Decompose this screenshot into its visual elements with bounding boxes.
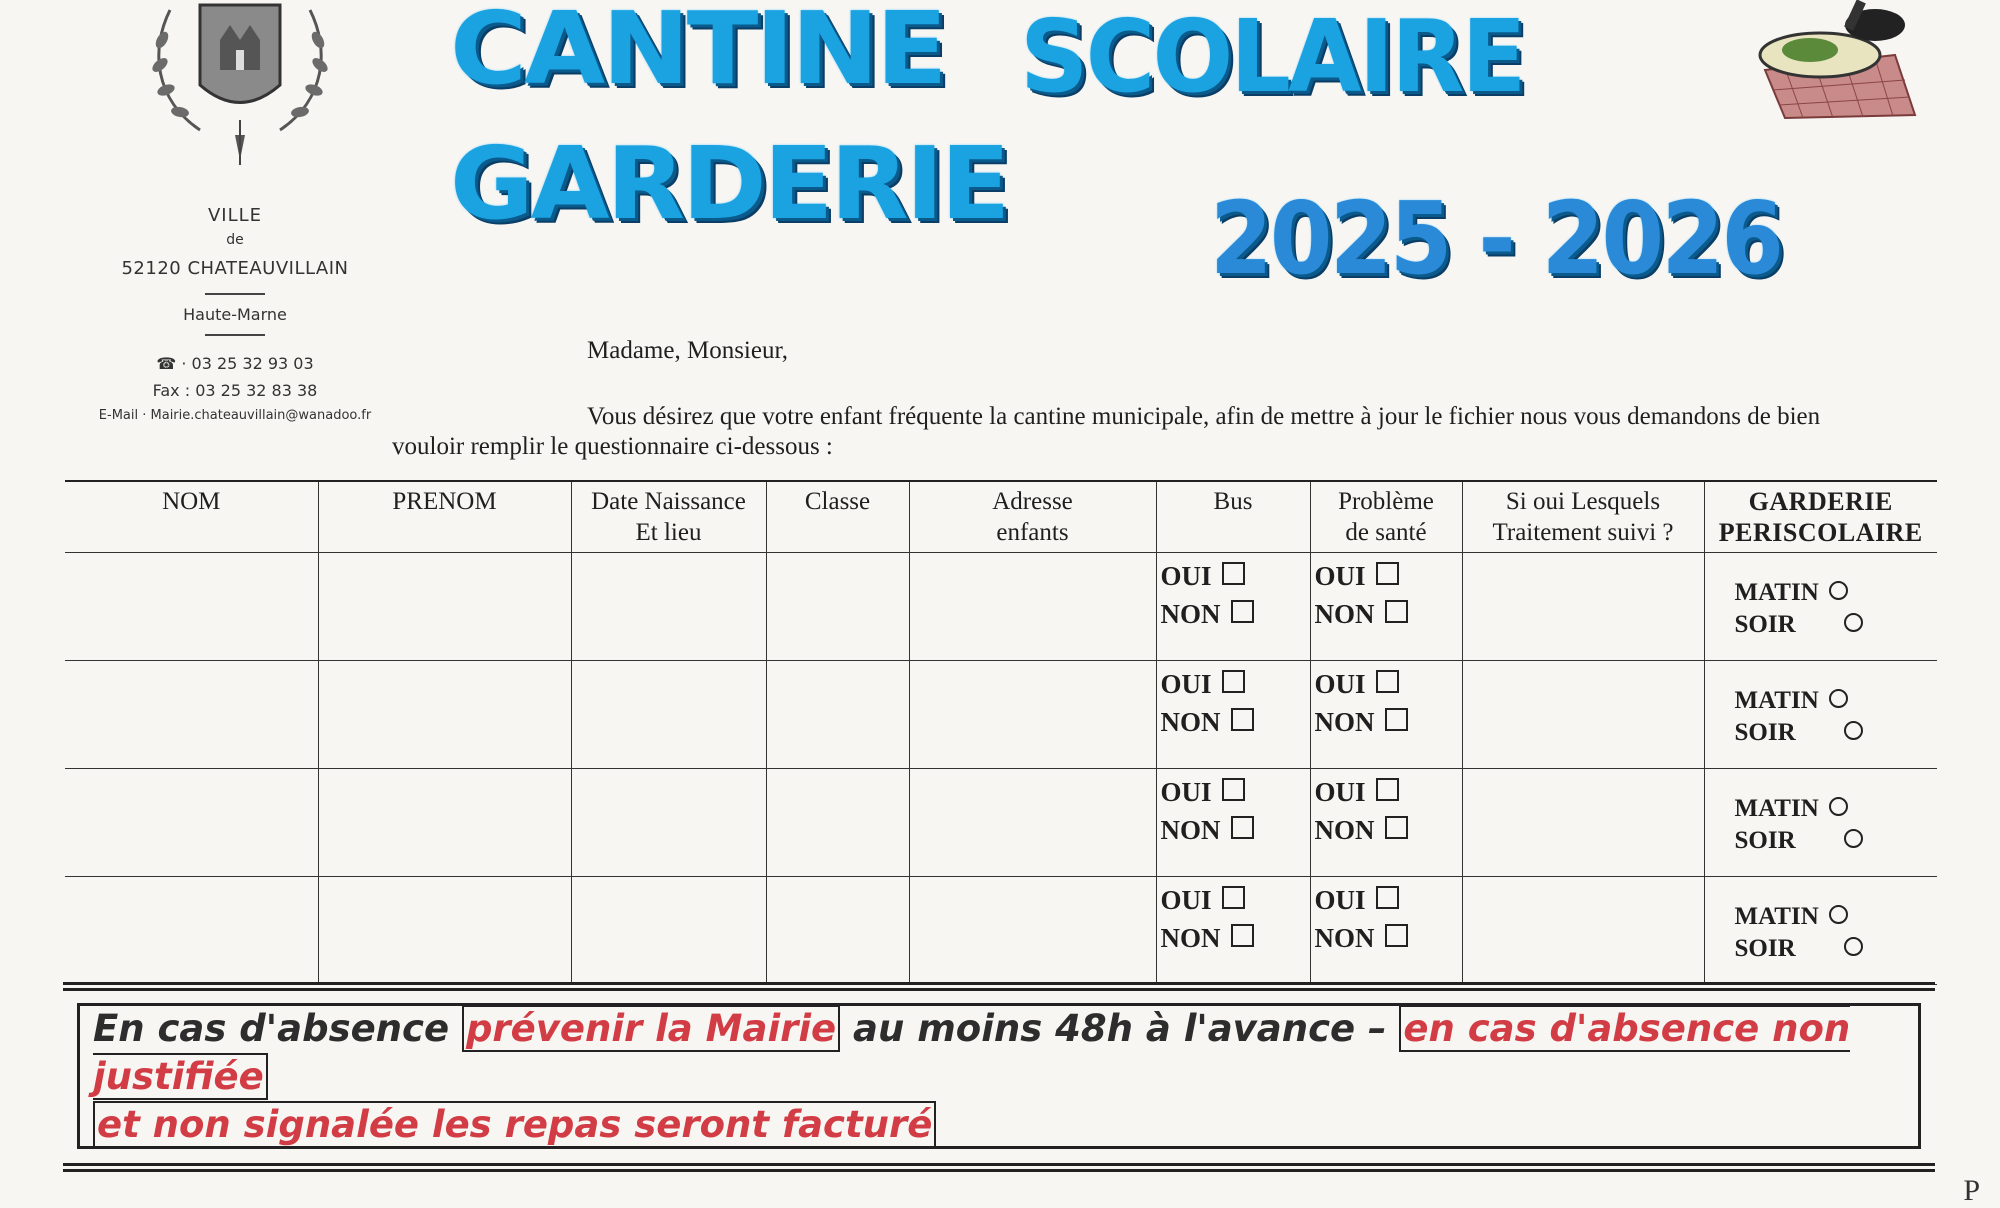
bus-non-option[interactable]: NON	[1161, 595, 1310, 633]
sante-cell	[1310, 661, 1462, 769]
matin-option[interactable]: MATIN	[1735, 577, 1938, 609]
adresse-cell[interactable]	[909, 877, 1156, 985]
date-cell[interactable]	[571, 769, 766, 877]
header-date-naissance: Date Naissance Et lieu	[571, 481, 766, 553]
matin-option[interactable]: MATIN	[1735, 793, 1938, 825]
date-cell[interactable]	[571, 877, 766, 985]
town-header	[80, 205, 390, 423]
title-scolaire: SCOLAIRE	[1020, 0, 1524, 115]
classe-cell[interactable]	[766, 769, 909, 877]
checkbox[interactable]	[1376, 778, 1399, 801]
bus-oui-option[interactable]: OUI	[1161, 773, 1310, 811]
nom-cell[interactable]	[65, 877, 318, 985]
checkbox[interactable]	[1222, 670, 1245, 693]
header-prenom: PRENOM	[318, 481, 571, 553]
page-mark: P	[1963, 1174, 1980, 1207]
prenom-cell[interactable]	[318, 553, 571, 661]
traitement-cell[interactable]	[1462, 877, 1704, 985]
letter-greeting: Madame, Monsieur,	[587, 337, 789, 364]
header-adresse: Adresse enfants	[909, 481, 1156, 553]
sante-oui-option[interactable]: OUI	[1315, 665, 1462, 703]
checkbox[interactable]	[1376, 562, 1399, 585]
prenom-cell[interactable]	[318, 769, 571, 877]
sante-non-option[interactable]: NON	[1315, 595, 1462, 633]
radio-circle[interactable]	[1844, 721, 1863, 740]
sante-non-option[interactable]: NON	[1315, 919, 1462, 957]
radio-circle[interactable]	[1844, 937, 1863, 956]
bus-non-option[interactable]: NON	[1161, 703, 1310, 741]
traitement-cell[interactable]	[1462, 769, 1704, 877]
table-row	[65, 769, 1937, 877]
checkbox[interactable]	[1385, 600, 1408, 623]
town-crest-logo	[140, 0, 340, 170]
notice-highlight-mairie: prévenir la Mairie	[462, 1005, 840, 1052]
checkbox[interactable]	[1222, 562, 1245, 585]
checkbox[interactable]	[1385, 708, 1408, 731]
matin-option[interactable]: MATIN	[1735, 685, 1938, 717]
bus-cell	[1156, 877, 1310, 985]
title-cantine: CANTINE	[450, 0, 945, 107]
bus-non-option[interactable]: NON	[1161, 919, 1310, 957]
nom-cell[interactable]	[65, 769, 318, 877]
radio-circle[interactable]	[1829, 689, 1848, 708]
title-year: 2025 - 2026	[1210, 180, 1782, 297]
classe-cell[interactable]	[766, 553, 909, 661]
town-label: VILLE	[207, 205, 263, 226]
soir-option[interactable]: SOIR	[1735, 609, 1938, 641]
food-clipart-icon	[1745, 0, 1925, 120]
nom-cell[interactable]	[65, 661, 318, 769]
traitement-cell[interactable]	[1462, 553, 1704, 661]
absence-notice	[63, 982, 1935, 1172]
divider	[205, 334, 265, 336]
matin-option[interactable]: MATIN	[1735, 901, 1938, 933]
table-row	[65, 661, 1937, 769]
sante-cell	[1310, 769, 1462, 877]
radio-circle[interactable]	[1829, 581, 1848, 600]
table-header-row	[65, 481, 1937, 553]
checkbox[interactable]	[1231, 600, 1254, 623]
table-row	[65, 553, 1937, 661]
radio-circle[interactable]	[1844, 613, 1863, 632]
adresse-cell[interactable]	[909, 769, 1156, 877]
adresse-cell[interactable]	[909, 661, 1156, 769]
header-classe: Classe	[766, 481, 909, 553]
date-cell[interactable]	[571, 553, 766, 661]
sante-cell	[1310, 553, 1462, 661]
radio-circle[interactable]	[1829, 905, 1848, 924]
notice-highlight-non-justifiee: en cas d'absence non justifiée	[93, 1007, 1851, 1098]
soir-option[interactable]: SOIR	[1735, 933, 1938, 965]
checkbox[interactable]	[1222, 778, 1245, 801]
prenom-cell[interactable]	[318, 661, 571, 769]
title-garderie: GARDERIE	[450, 125, 1008, 242]
garderie-cell	[1704, 877, 1937, 985]
checkbox[interactable]	[1231, 816, 1254, 839]
town-name: 52120 CHATEAUVILLAIN	[121, 258, 349, 279]
header-nom: NOM	[65, 481, 318, 553]
sante-oui-option[interactable]: OUI	[1315, 773, 1462, 811]
letter-intro-line1: Vous désirez que votre enfant fréquente la cantine municipale, afin de mettre à jour le fichier nous vous demandons de bien	[587, 403, 1821, 430]
classe-cell[interactable]	[766, 661, 909, 769]
notice-text	[93, 1005, 1923, 1149]
checkbox[interactable]	[1231, 924, 1254, 947]
prenom-cell[interactable]	[318, 877, 571, 985]
traitement-cell[interactable]	[1462, 661, 1704, 769]
checkbox[interactable]	[1231, 708, 1254, 731]
soir-option[interactable]: SOIR	[1735, 717, 1938, 749]
letter-intro-line2: vouloir remplir le questionnaire ci-dessous :	[392, 433, 833, 460]
date-cell[interactable]	[571, 661, 766, 769]
garderie-cell	[1704, 769, 1937, 877]
sante-non-option[interactable]: NON	[1315, 703, 1462, 741]
bus-oui-option[interactable]: OUI	[1161, 557, 1310, 595]
bus-cell	[1156, 769, 1310, 877]
bus-oui-option[interactable]: OUI	[1161, 881, 1310, 919]
town-fax: Fax : 03 25 32 83 38	[152, 381, 318, 400]
header-garderie: GARDERIE PERISCOLAIRE	[1704, 481, 1937, 553]
registration-table	[65, 480, 1937, 985]
town-email: E-Mail · Mairie.chateauvillain@wanadoo.fr	[98, 408, 372, 423]
sante-non-option[interactable]: NON	[1315, 811, 1462, 849]
bus-non-option[interactable]: NON	[1161, 811, 1310, 849]
header-bus: Bus	[1156, 481, 1310, 553]
classe-cell[interactable]	[766, 877, 909, 985]
checkbox[interactable]	[1385, 816, 1408, 839]
nom-cell[interactable]	[65, 553, 318, 661]
notice-highlight-facture: et non signalée les repas seront facturé	[93, 1101, 936, 1148]
sante-oui-option[interactable]: OUI	[1315, 881, 1462, 919]
checkbox[interactable]	[1376, 670, 1399, 693]
radio-circle[interactable]	[1844, 829, 1863, 848]
town-de: de	[226, 232, 244, 248]
soir-option[interactable]: SOIR	[1735, 825, 1938, 857]
divider	[205, 293, 265, 295]
town-region: Haute-Marne	[183, 305, 287, 324]
notice-part1: En cas d'absence	[93, 1007, 462, 1050]
bus-oui-option[interactable]: OUI	[1161, 665, 1310, 703]
town-phone: ☎ · 03 25 32 93 03	[156, 354, 314, 373]
adresse-cell[interactable]	[909, 553, 1156, 661]
garderie-cell	[1704, 553, 1937, 661]
bus-cell	[1156, 553, 1310, 661]
radio-circle[interactable]	[1829, 797, 1848, 816]
header-traitement: Si oui Lesquels Traitement suivi ?	[1462, 481, 1704, 553]
checkbox[interactable]	[1222, 886, 1245, 909]
notice-part3: au moins 48h à l'avance –	[840, 1007, 1400, 1050]
table-row	[65, 877, 1937, 985]
header-probleme-sante: Problème de santé	[1310, 481, 1462, 553]
checkbox[interactable]	[1376, 886, 1399, 909]
bus-cell	[1156, 661, 1310, 769]
sante-cell	[1310, 877, 1462, 985]
checkbox[interactable]	[1385, 924, 1408, 947]
sante-oui-option[interactable]: OUI	[1315, 557, 1462, 595]
garderie-cell	[1704, 661, 1937, 769]
